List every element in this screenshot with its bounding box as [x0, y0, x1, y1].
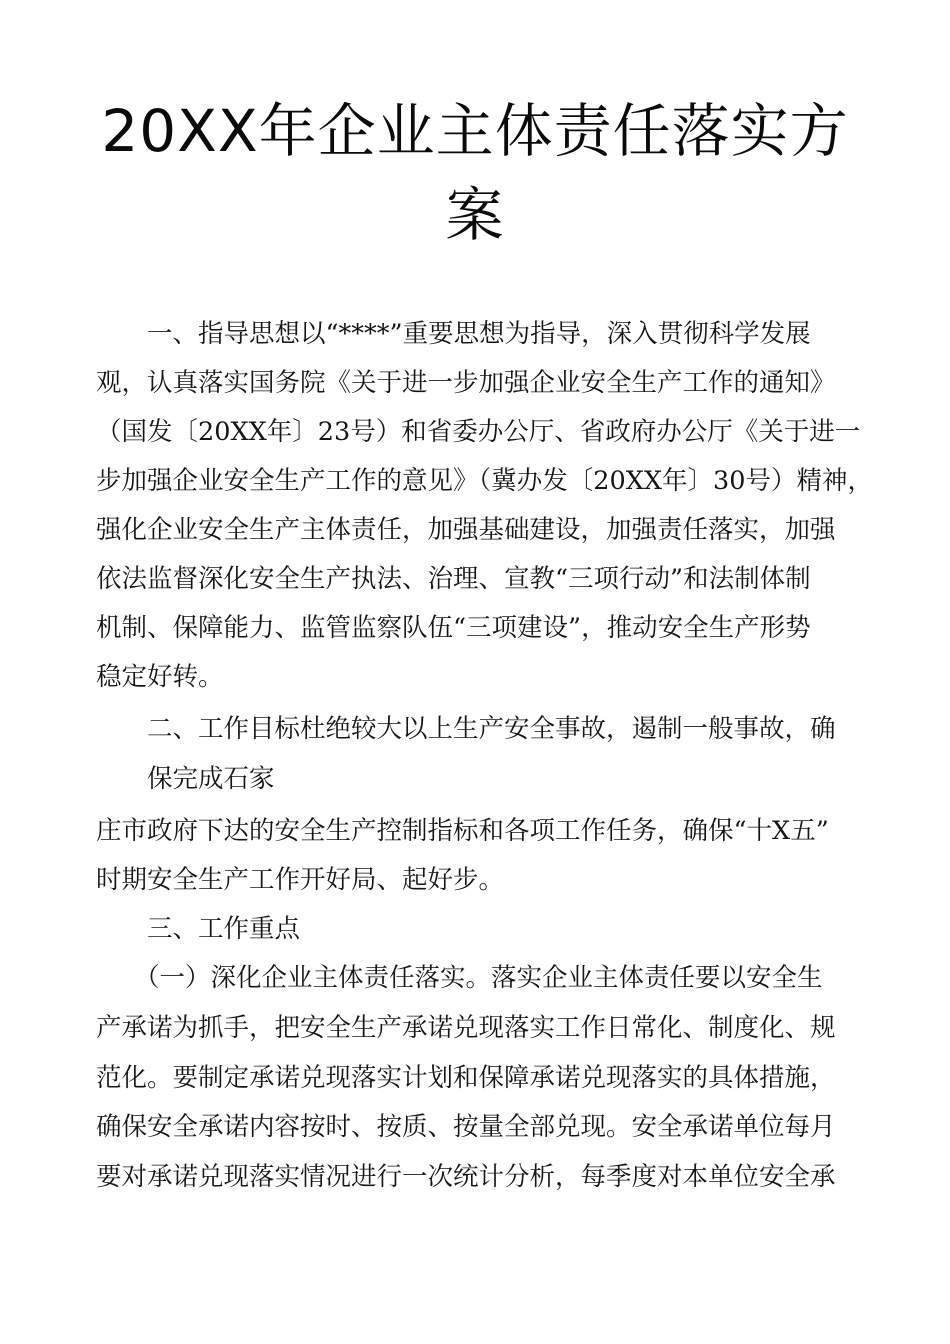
body-line-8: 稳定好转。	[96, 662, 224, 692]
body-line-5: 强化企业安全生产主体责任，加强基础建设，加强责任落实，加强	[96, 515, 836, 545]
body-line-4: 步加强企业安全生产工作的意见》（冀办发〔20XX年〕30号）精神，	[96, 466, 873, 496]
body-line-12: 时期安全生产工作开好局、起好步。	[96, 865, 505, 895]
body-line-16: 范化。要制定承诺兑现落实计划和保障承诺兑现落实的具体措施，	[96, 1063, 836, 1093]
body-line-11: 庄市政府下达的安全生产控制指标和各项工作任务，确保“十X五”	[96, 816, 829, 846]
body-line-15: 产承诺为抓手，把安全生产承诺兑现落实工作日常化、制度化、规	[96, 1013, 836, 1043]
body-line-13: 三、工作重点	[147, 914, 301, 944]
body-line-3: （国发〔20XX年〕23号）和省委办公厅、省政府办公厅《关于进一	[96, 417, 861, 447]
body-line-6: 依法监督深化安全生产执法、治理、宣教“三项行动”和法制体制	[96, 564, 811, 594]
body-line-18: 要对承诺兑现落实情况进行一次统计分析，每季度对本单位安全承	[96, 1162, 836, 1192]
body-line-10: 保完成石家	[147, 764, 275, 794]
document-title-line-1: 20XX年企业主体责任落实方	[101, 97, 849, 165]
body-line-17: 确保安全承诺内容按时、按质、按量全部兑现。安全承诺单位每月	[96, 1112, 836, 1142]
document-title-line-2: 案	[445, 181, 505, 249]
body-line-9: 二、工作目标杜绝较大以上生产安全事故，遏制一般事故，确	[147, 714, 836, 744]
body-line-1: 一、指导思想以“****”重要思想为指导，深入贯彻科学发展	[147, 319, 811, 349]
body-line-2: 观，认真落实国务院《关于进一步加强企业安全生产工作的通知》	[96, 368, 836, 398]
body-line-14: （一）深化企业主体责任落实。落实企业主体责任要以安全生	[134, 963, 823, 993]
body-line-7: 机制、保障能力、监管监察队伍“三项建设”，推动安全生产形势	[96, 613, 811, 643]
